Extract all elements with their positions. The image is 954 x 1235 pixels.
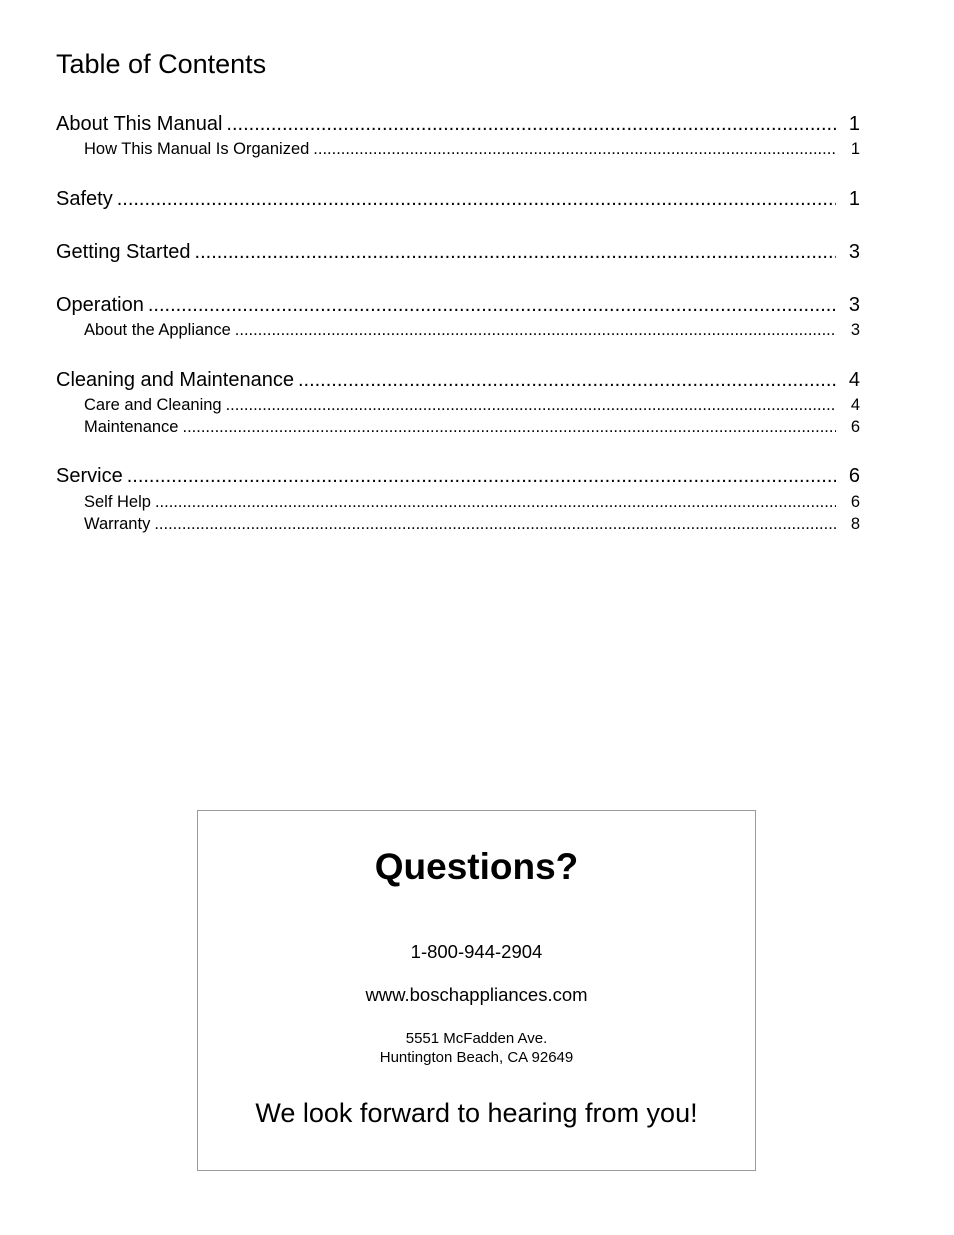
toc-entry-page: 3	[848, 294, 860, 316]
toc-entry-label: Maintenance	[84, 418, 179, 436]
phone-number: 1-800-944-2904	[410, 941, 543, 962]
questions-box	[197, 810, 756, 1171]
closing-message: We look forward to hearing from you!	[255, 1098, 698, 1128]
toc-entry-warranty[interactable]	[56, 514, 860, 534]
address-line-1: 5551 McFadden Ave.	[405, 1030, 548, 1047]
toc-entry-page: 1	[848, 113, 860, 135]
toc-entry-label: Cleaning and Maintenance	[56, 369, 294, 391]
toc-entry-page: 1	[850, 140, 860, 158]
toc-entry-page: 3	[848, 241, 860, 263]
toc-leader-dots	[154, 514, 836, 534]
toc-entry-page: 3	[850, 321, 860, 339]
toc-entry-page: 8	[850, 515, 860, 533]
toc-entry-page: 6	[848, 465, 860, 487]
toc-entry-label: Care and Cleaning	[84, 396, 222, 414]
toc-entry-label: Self Help	[84, 493, 151, 511]
toc-entry-self-help[interactable]	[56, 492, 860, 512]
toc-entry-label: Operation	[56, 294, 144, 316]
toc-entry-operation[interactable]	[56, 293, 860, 317]
toc-leader-dots	[182, 417, 836, 437]
website-link[interactable]: www.boschappliances.com	[365, 984, 588, 1005]
toc-entry-page: 1	[848, 188, 860, 210]
toc-leader-dots	[148, 293, 836, 317]
toc-entry-safety[interactable]	[56, 187, 860, 211]
address-line-2: Huntington Beach, CA 92649	[379, 1049, 574, 1066]
toc-list	[56, 0, 860, 560]
toc-entry-service[interactable]	[56, 464, 860, 488]
toc-entry-how-this-manual-is-organized[interactable]	[56, 139, 860, 159]
questions-heading: Questions?	[374, 846, 579, 887]
toc-entry-maintenance[interactable]	[56, 417, 860, 437]
toc-entry-page: 6	[850, 418, 860, 436]
toc-entry-page: 6	[850, 493, 860, 511]
toc-leader-dots	[226, 112, 836, 136]
toc-leader-dots	[298, 368, 836, 392]
toc-entry-about-this-manual[interactable]	[56, 112, 860, 136]
toc-leader-dots	[117, 187, 836, 211]
toc-entry-label: Getting Started	[56, 241, 191, 263]
toc-entry-label: Warranty	[84, 515, 151, 533]
toc-leader-dots	[195, 240, 836, 264]
toc-leader-dots	[127, 464, 836, 488]
toc-leader-dots	[313, 139, 836, 159]
toc-entry-label: About This Manual	[56, 113, 223, 135]
toc-entry-about-the-appliance[interactable]	[56, 320, 860, 340]
toc-entry-label: About the Appliance	[84, 321, 231, 339]
toc-entry-care-and-cleaning[interactable]	[56, 395, 860, 415]
toc-leader-dots	[226, 395, 836, 415]
toc-entry-label: Service	[56, 465, 123, 487]
toc-entry-label: How This Manual Is Organized	[84, 140, 310, 158]
toc-leader-dots	[155, 492, 836, 512]
toc-entry-getting-started[interactable]	[56, 240, 860, 264]
toc-entry-page: 4	[848, 369, 860, 391]
toc-title: Table of Contents	[56, 49, 267, 79]
toc-entry-cleaning-and-maintenance[interactable]	[56, 368, 860, 392]
toc-leader-dots	[235, 320, 836, 340]
toc-entry-page: 4	[850, 396, 860, 414]
toc-entry-label: Safety	[56, 188, 113, 210]
